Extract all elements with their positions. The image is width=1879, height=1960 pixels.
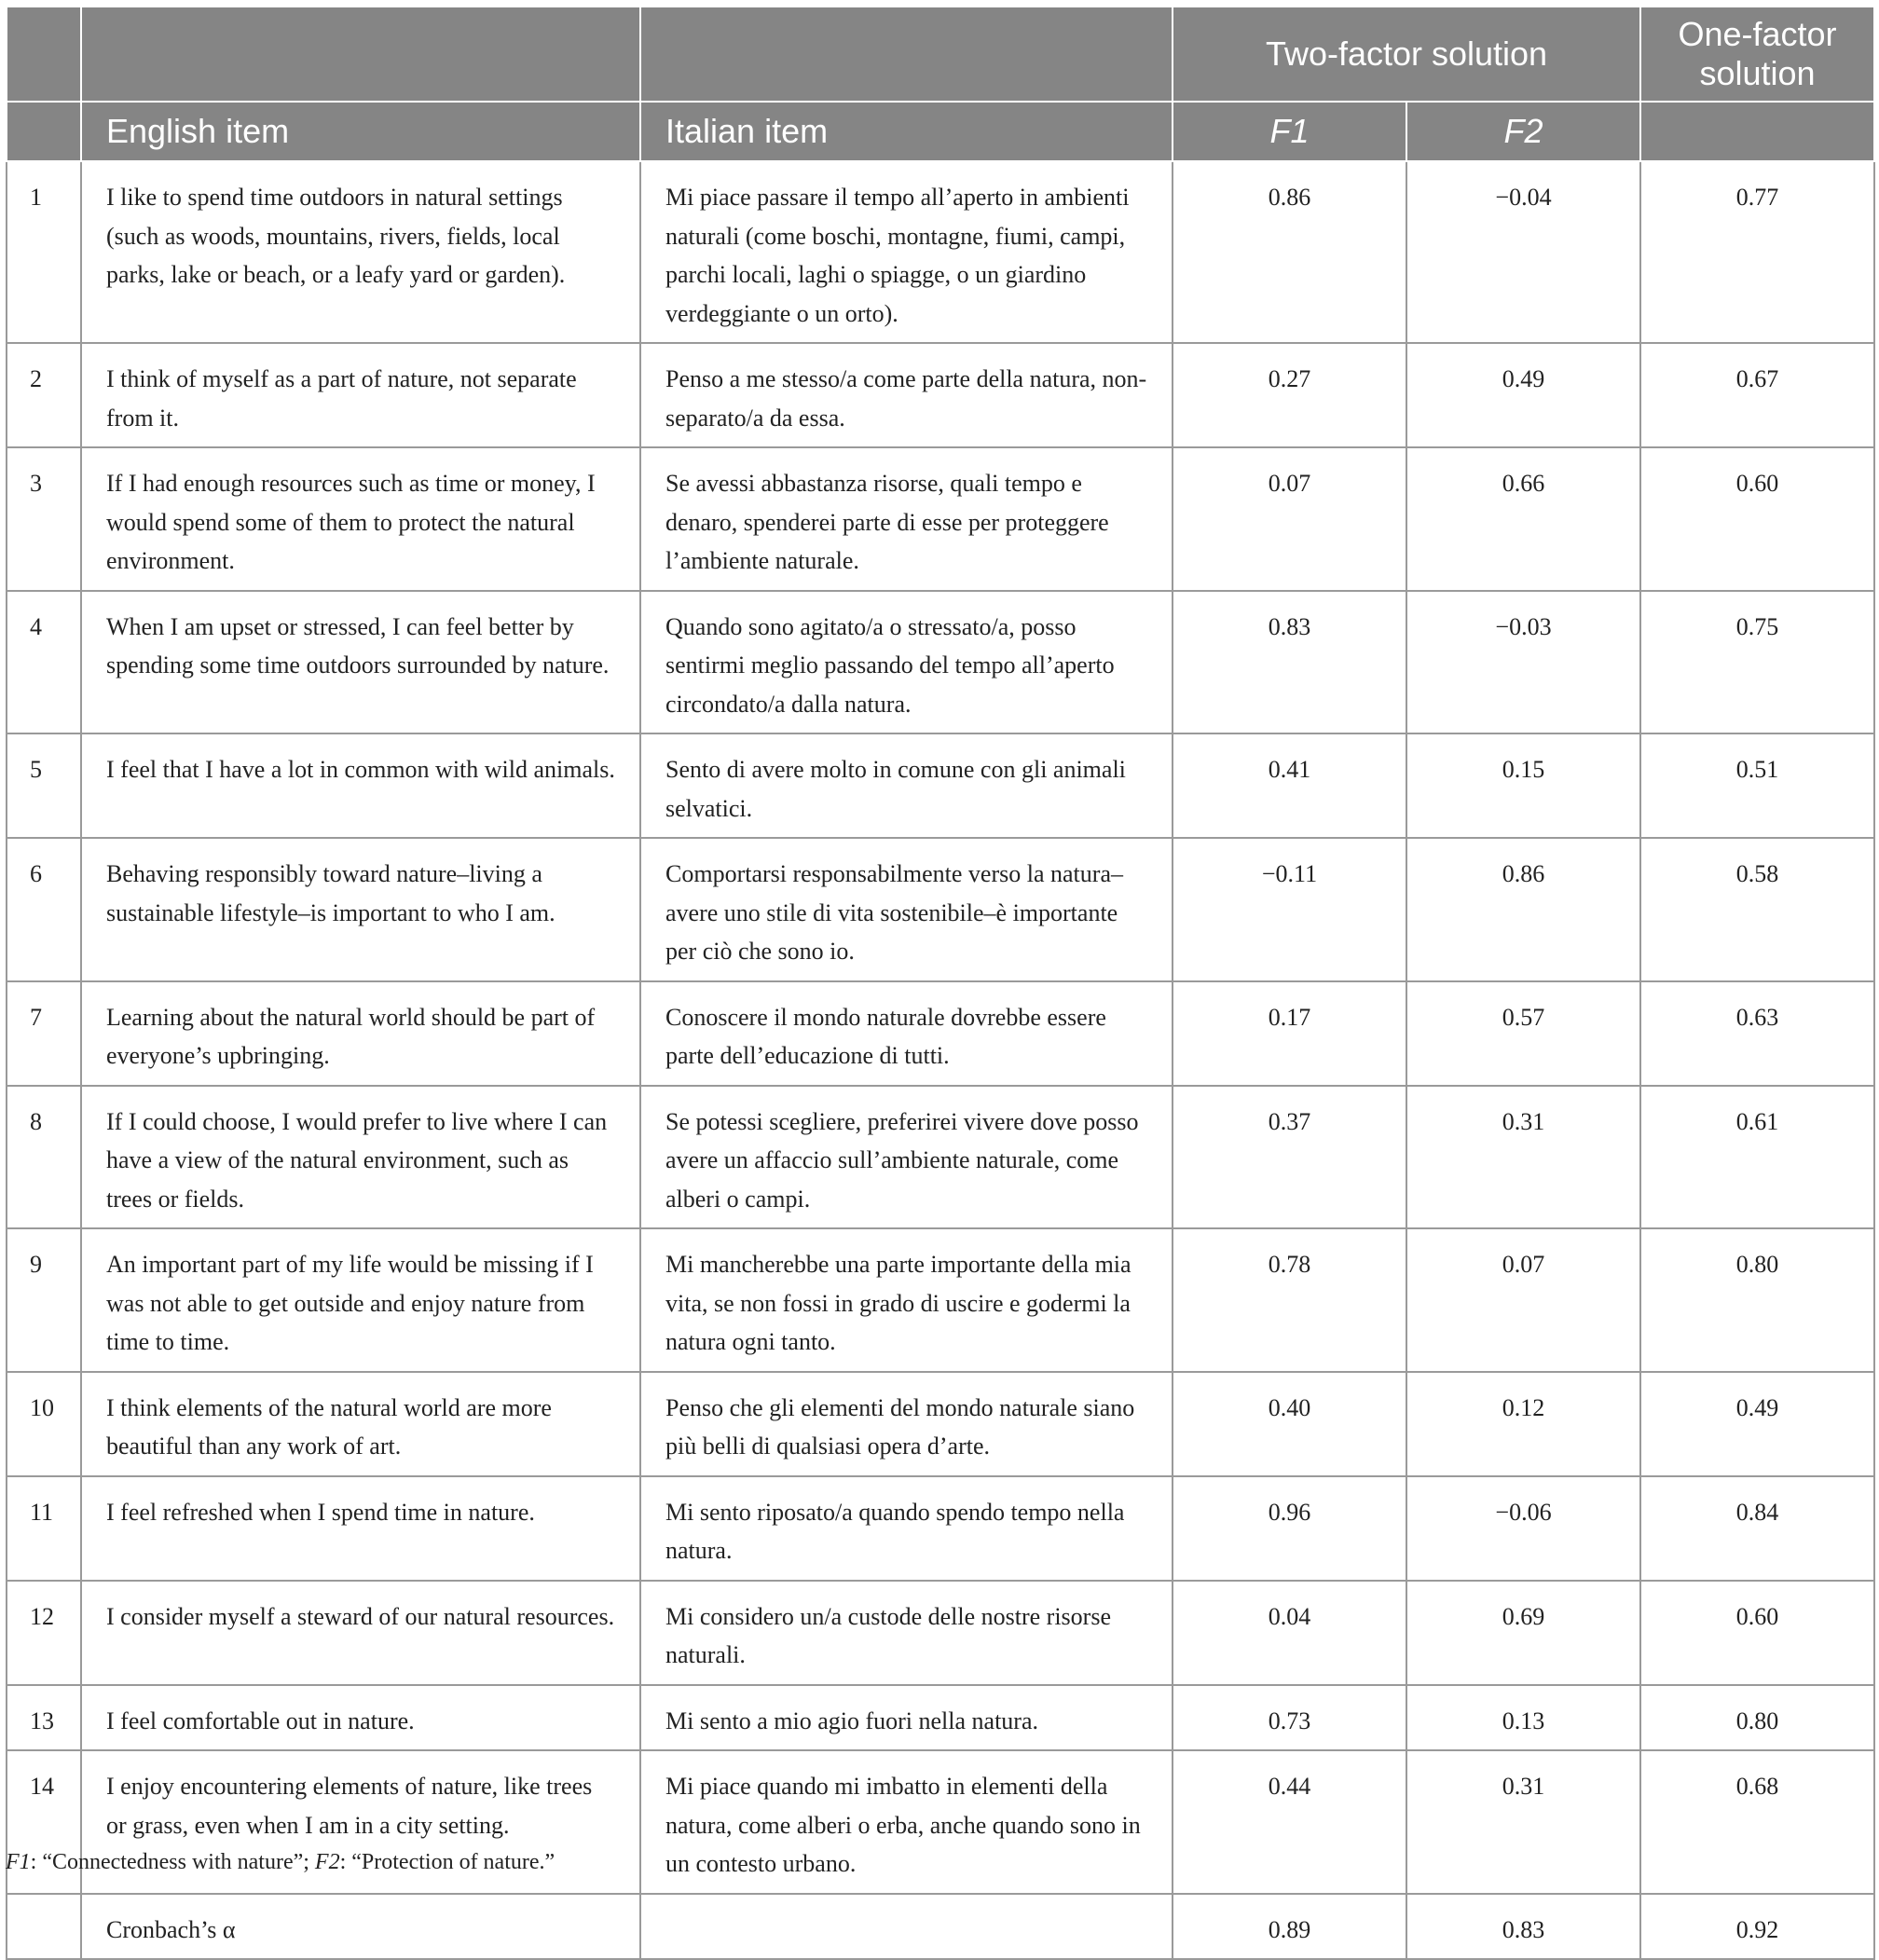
one-factor-loading: 0.84 [1640,1476,1874,1581]
one-factor-loading: 0.49 [1640,1372,1874,1476]
alpha-f1: 0.89 [1173,1894,1406,1960]
footnote-f1-key: F1 [6,1850,31,1874]
table-row [7,1476,1874,1581]
header-blank-num [7,7,81,102]
one-factor-loading: 0.80 [1640,1685,1874,1751]
english-item-text: If I had enough resources such as time or money, I would spend some of them to protect the natural environment. [81,447,640,591]
item-number: 12 [7,1581,81,1685]
alpha-number-cell [7,1894,81,1960]
item-number: 5 [7,733,81,838]
item-number: 11 [7,1476,81,1581]
f1-loading: 0.37 [1173,1086,1406,1229]
table-row [7,1086,1874,1229]
alpha-label: Cronbach’s α [81,1894,640,1960]
table-row [7,591,1874,734]
italian-item-text: Mi sento riposato/a quando spendo tempo nella natura. [640,1476,1173,1581]
italian-item-text: Mi piace quando mi imbatto in elementi della natura, come alberi o erba, anche quando sono in un contesto urbano. [640,1750,1173,1894]
italian-item-text: Conoscere il mondo naturale dovrebbe essere parte dell’educazione di tutti. [640,981,1173,1086]
table-footnote [6,1850,555,1875]
f2-loading: 0.31 [1406,1086,1640,1229]
one-factor-loading: 0.68 [1640,1750,1874,1894]
table-row [7,1685,1874,1751]
f1-loading: 0.96 [1173,1476,1406,1581]
item-number: 6 [7,838,81,981]
f2-loading: 0.07 [1406,1228,1640,1372]
header-row-columns [7,102,1874,161]
f1-loading: 0.86 [1173,161,1406,343]
english-item-text: An important part of my life would be missing if I was not able to get outside and enjoy nature from time to time. [81,1228,640,1372]
f2-loading: −0.04 [1406,161,1640,343]
header-two-factor-solution: Two-factor solution [1173,7,1640,102]
f1-loading: −0.11 [1173,838,1406,981]
english-item-text: I feel comfortable out in nature. [81,1685,640,1751]
factor-loadings-table [6,6,1875,1960]
one-factor-loading: 0.60 [1640,1581,1874,1685]
table-row [7,981,1874,1086]
italian-item-text: Mi mancherebbe una parte importante della mia vita, se non fossi in grado di uscire e godermi la natura ogni tanto. [640,1228,1173,1372]
italian-item-text: Sento di avere molto in comune con gli animali selvatici. [640,733,1173,838]
footnote-f2-text: : “Protection of nature.” [339,1850,555,1874]
item-number: 13 [7,1685,81,1751]
f2-loading: 0.69 [1406,1581,1640,1685]
header-blank-one [1640,102,1874,161]
italian-item-text: Mi piace passare il tempo all’aperto in ambienti naturali (come boschi, montagne, fiumi, campi, parchi locali, laghi o spiagge, o un giardino verdeggiante o un orto). [640,161,1173,343]
one-factor-loading: 0.80 [1640,1228,1874,1372]
one-factor-loading: 0.51 [1640,733,1874,838]
table-row [7,343,1874,447]
f2-loading: −0.06 [1406,1476,1640,1581]
cronbach-alpha-row [7,1894,1874,1960]
table-header [7,7,1874,161]
one-factor-loading: 0.60 [1640,447,1874,591]
f1-loading: 0.83 [1173,591,1406,734]
table-row [7,447,1874,591]
f1-loading: 0.40 [1173,1372,1406,1476]
header-english-item: English item [81,102,640,161]
header-blank-english [81,7,640,102]
english-item-text: I think elements of the natural world are more beautiful than any work of art. [81,1372,640,1476]
item-number: 14 [7,1750,81,1894]
f1-loading: 0.27 [1173,343,1406,447]
f2-loading: −0.03 [1406,591,1640,734]
factor-loadings-table-container [6,6,1873,1960]
header-italian-item: Italian item [640,102,1173,161]
english-item-text: I think of myself as a part of nature, not separate from it. [81,343,640,447]
header-f1: F1 [1173,102,1406,161]
table-body [7,161,1874,1959]
table-row [7,1372,1874,1476]
f1-loading: 0.17 [1173,981,1406,1086]
item-number: 7 [7,981,81,1086]
english-item-text: Behaving responsibly toward nature–living a sustainable lifestyle–is important to who I am. [81,838,640,981]
english-item-text: When I am upset or stressed, I can feel better by spending some time outdoors surrounded by nature. [81,591,640,734]
one-factor-loading: 0.67 [1640,343,1874,447]
item-number: 2 [7,343,81,447]
italian-item-text: Se avessi abbastanza risorse, quali tempo e denaro, spenderei parte di esse per proteggere l’ambiente naturale. [640,447,1173,591]
table-row [7,733,1874,838]
footnote-f1-text: : “Connectedness with nature”; [30,1850,315,1874]
header-blank-italian [640,7,1173,102]
f1-loading: 0.73 [1173,1685,1406,1751]
header-f2: F2 [1406,102,1640,161]
one-factor-loading: 0.61 [1640,1086,1874,1229]
italian-item-text: Comportarsi responsabilmente verso la natura–avere uno stile di vita sostenibile–è importante per ciò che sono io. [640,838,1173,981]
header-one-factor-solution: One-factor solution [1640,7,1874,102]
f1-loading: 0.44 [1173,1750,1406,1894]
f1-loading: 0.41 [1173,733,1406,838]
one-factor-loading: 0.75 [1640,591,1874,734]
f2-loading: 0.31 [1406,1750,1640,1894]
item-number: 1 [7,161,81,343]
italian-item-text: Quando sono agitato/a o stressato/a, posso sentirmi meglio passando del tempo all’aperto circondato/a dalla natura. [640,591,1173,734]
f1-loading: 0.04 [1173,1581,1406,1685]
english-item-text: I enjoy encountering elements of nature, like trees or grass, even when I am in a city setting. [81,1750,640,1894]
table-row [7,1581,1874,1685]
alpha-f2: 0.83 [1406,1894,1640,1960]
f2-loading: 0.12 [1406,1372,1640,1476]
header-row-groups [7,7,1874,102]
f2-loading: 0.66 [1406,447,1640,591]
f1-loading: 0.07 [1173,447,1406,591]
f2-loading: 0.13 [1406,1685,1640,1751]
f2-loading: 0.86 [1406,838,1640,981]
one-factor-loading: 0.77 [1640,161,1874,343]
english-item-text: If I could choose, I would prefer to live where I can have a view of the natural environment, such as trees or fields. [81,1086,640,1229]
italian-item-text: Se potessi scegliere, preferirei vivere dove posso avere un affaccio sull’ambiente naturale, come alberi o campi. [640,1086,1173,1229]
english-item-text: I feel that I have a lot in common with wild animals. [81,733,640,838]
italian-item-text: Penso a me stesso/a come parte della natura, non-separato/a da essa. [640,343,1173,447]
footnote-f2-key: F2 [314,1850,340,1874]
item-number: 3 [7,447,81,591]
one-factor-loading: 0.58 [1640,838,1874,981]
f1-loading: 0.78 [1173,1228,1406,1372]
f2-loading: 0.49 [1406,343,1640,447]
item-number: 8 [7,1086,81,1229]
english-item-text: Learning about the natural world should be part of everyone’s upbringing. [81,981,640,1086]
header-blank-num-2 [7,102,81,161]
item-number: 4 [7,591,81,734]
f2-loading: 0.15 [1406,733,1640,838]
table-row [7,838,1874,981]
f2-loading: 0.57 [1406,981,1640,1086]
english-item-text: I feel refreshed when I spend time in nature. [81,1476,640,1581]
table-row [7,1228,1874,1372]
english-item-text: I like to spend time outdoors in natural settings (such as woods, mountains, rivers, fields, local parks, lake or beach, or a leafy yard or garden). [81,161,640,343]
italian-item-text: Penso che gli elementi del mondo naturale siano più belli di qualsiasi opera d’arte. [640,1372,1173,1476]
item-number: 9 [7,1228,81,1372]
alpha-one-factor: 0.92 [1640,1894,1874,1960]
alpha-italian-cell [640,1894,1173,1960]
item-number: 10 [7,1372,81,1476]
italian-item-text: Mi sento a mio agio fuori nella natura. [640,1685,1173,1751]
english-item-text: I consider myself a steward of our natural resources. [81,1581,640,1685]
one-factor-loading: 0.63 [1640,981,1874,1086]
italian-item-text: Mi considero un/a custode delle nostre risorse naturali. [640,1581,1173,1685]
table-row [7,161,1874,343]
